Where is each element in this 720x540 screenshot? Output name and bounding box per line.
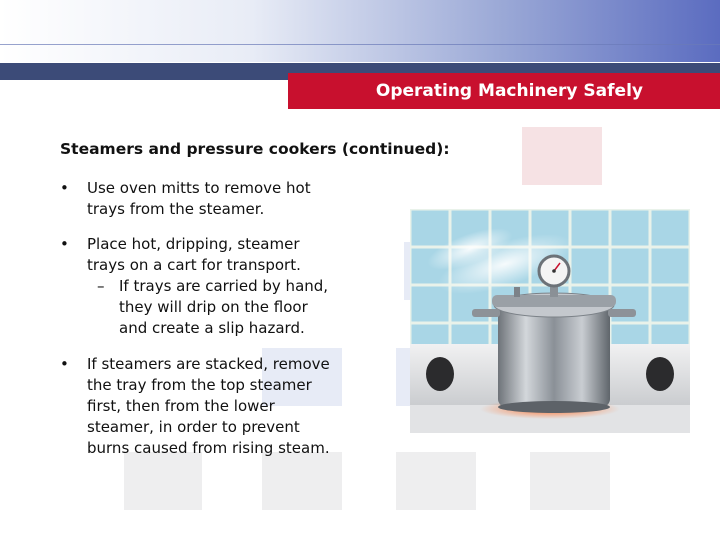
section-heading: Steamers and pressure cookers (continued): bbox=[60, 140, 450, 158]
bullet-marker: • bbox=[60, 355, 69, 373]
header-gradient bbox=[0, 0, 720, 62]
bullet-line: trays on a cart for transport. bbox=[87, 256, 301, 274]
bullet-marker: • bbox=[60, 179, 69, 197]
deco-square-gray-1 bbox=[124, 452, 202, 510]
deco-square-gray-4 bbox=[530, 452, 610, 510]
bullet-line: first, then from the lower bbox=[87, 397, 275, 415]
header-line bbox=[0, 44, 720, 45]
sub-bullet-marker: – bbox=[97, 277, 105, 295]
sub-bullet-line: and create a slip hazard. bbox=[119, 319, 305, 337]
bullet-line: steamer, in order to prevent bbox=[87, 418, 300, 436]
bullet-line: Use oven mitts to remove hot bbox=[87, 179, 311, 197]
deco-square-gray-3 bbox=[396, 452, 476, 510]
bullet-line: If steamers are stacked, remove bbox=[87, 355, 330, 373]
deco-square-pink bbox=[522, 127, 602, 185]
sub-bullet-line: If trays are carried by hand, bbox=[119, 277, 329, 295]
bullet-line: Place hot, dripping, steamer bbox=[87, 235, 300, 253]
deco-square-gray-2 bbox=[262, 452, 342, 510]
bullet-marker: • bbox=[60, 235, 69, 253]
sub-bullet-line: they will drip on the floor bbox=[119, 298, 308, 316]
bullet-line: the tray from the top steamer bbox=[87, 376, 312, 394]
slide-title: Operating Machinery Safely bbox=[375, 81, 643, 101]
pressure-cooker-photo bbox=[410, 209, 690, 433]
bullet-line: trays from the steamer. bbox=[87, 200, 265, 218]
bullet-line: burns caused from rising steam. bbox=[87, 439, 330, 457]
